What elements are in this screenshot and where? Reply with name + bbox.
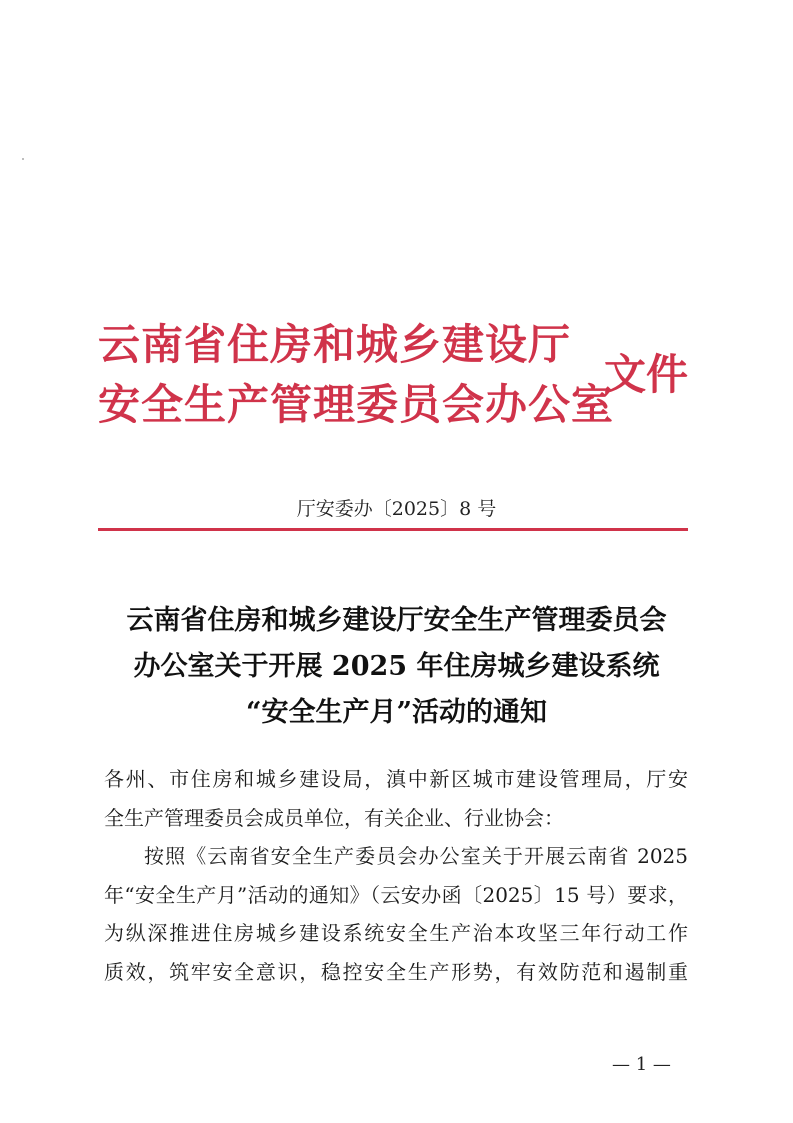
- document-body: [104, 760, 688, 991]
- scan-speck: [22, 158, 24, 160]
- issuer-line-2: 安全生产管理委员会办公室: [98, 380, 615, 429]
- body-line: 质效，筑牢安全意识，稳控安全生产形势，有效防范和遏制重: [104, 959, 688, 984]
- document-title: [0, 598, 793, 736]
- title-line-3: “安全生产月”活动的通知: [245, 697, 548, 728]
- body-line: 全生产管理委员会成员单位，有关企业、行业协会：: [104, 805, 564, 830]
- title-line-1: 云南省住房和城乡建设厅安全生产管理委员会: [126, 605, 667, 636]
- body-line: 各州、市住房和城乡建设局，滇中新区城市建设管理局，厅安: [104, 767, 688, 791]
- document-number: 厅安委办〔2025〕8 号: [296, 498, 497, 520]
- document-type-label: 文件: [604, 350, 689, 399]
- issuer-line-1: 云南省住房和城乡建设厅: [98, 320, 572, 369]
- document-header: [98, 316, 698, 436]
- title-line-2: 办公室关于开展 2025 年住房城乡建设系统: [133, 651, 660, 682]
- red-divider: [98, 528, 688, 531]
- body-line: 为纵深推进住房城乡建设系统安全生产治本攻坚三年行动工作: [104, 921, 688, 945]
- body-line: 按照《云南省安全生产委员会办公室关于开展云南省 2025: [144, 844, 688, 868]
- page-number: — 1 —: [612, 1054, 671, 1075]
- body-line: 年“安全生产月”活动的通知》（云安办函〔2025〕15 号）要求，: [104, 882, 688, 907]
